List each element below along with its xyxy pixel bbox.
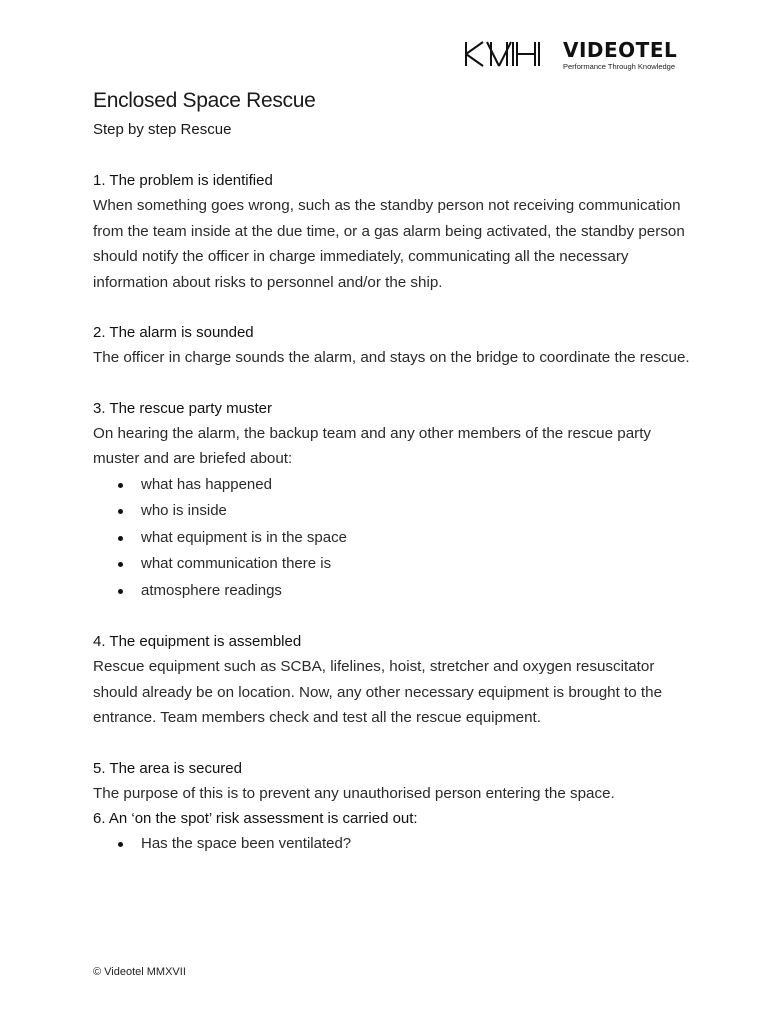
- briefing-list: [93, 472, 693, 605]
- footer-copyright: © Videotel MMXVII: [93, 966, 186, 978]
- list-item: who is inside: [118, 498, 693, 525]
- logo-text-block: [563, 40, 677, 71]
- section-heading-2: 2. The alarm is sounded: [93, 324, 254, 341]
- list-item: what has happened: [118, 472, 693, 499]
- risk-assessment-list: [93, 831, 693, 858]
- document-title: Enclosed Space Rescue: [93, 89, 316, 112]
- kvh-videotel-logo: [463, 40, 677, 74]
- bullet-icon: [118, 562, 123, 567]
- section-body-1: When something goes wrong, such as the standby person not receiving communication from the team inside at the due time, or a gas alarm being activated, the standby person should notify the officer in charge immediately, communicating all the necessary information about risks to personnel and/or the ship.: [93, 197, 685, 291]
- bullet-icon: [118, 509, 123, 514]
- section-heading-1: 1. The problem is identified: [93, 172, 273, 189]
- bullet-icon: [118, 842, 123, 847]
- section-heading-4: 4. The equipment is assembled: [93, 633, 302, 650]
- bullet-icon: [118, 536, 123, 541]
- section-heading-3: 3. The rescue party muster: [93, 399, 272, 417]
- section-body-2: The officer in charge sounds the alarm, and stays on the bridge to coordinate the rescue.: [93, 349, 690, 366]
- section-heading-5: 5. The area is secured: [93, 759, 242, 777]
- section-body-4: Rescue equipment such as SCBA, lifelines, hoist, stretcher and oxygen resuscitator should already be on location. Now, any other necessary equipment is brought to the entrance. Team members check and test all the rescue equipment.: [93, 658, 663, 726]
- logo-tagline: Performance Through Knowledge: [563, 62, 676, 71]
- section-body-3: On hearing the alarm, the backup team and any other members of the rescue party muster and are briefed about:: [93, 424, 652, 467]
- list-item: what equipment is in the space: [118, 525, 693, 552]
- document-body: [93, 86, 693, 858]
- kvh-logo-icon: [463, 40, 555, 68]
- bullet-icon: [118, 589, 123, 594]
- bullet-icon: [118, 483, 123, 488]
- list-item: Has the space been ventilated?: [118, 831, 693, 858]
- section-heading-6: 6. An ‘on the spot’ risk assessment is carried out:: [93, 810, 418, 827]
- list-item: what communication there is: [118, 551, 693, 578]
- logo-name: VIDEOTEL: [563, 38, 678, 62]
- list-item: atmosphere readings: [118, 578, 693, 605]
- section-body-5: The purpose of this is to prevent any unauthorised person entering the space.: [93, 784, 615, 802]
- document-subtitle: Step by step Rescue: [93, 121, 232, 138]
